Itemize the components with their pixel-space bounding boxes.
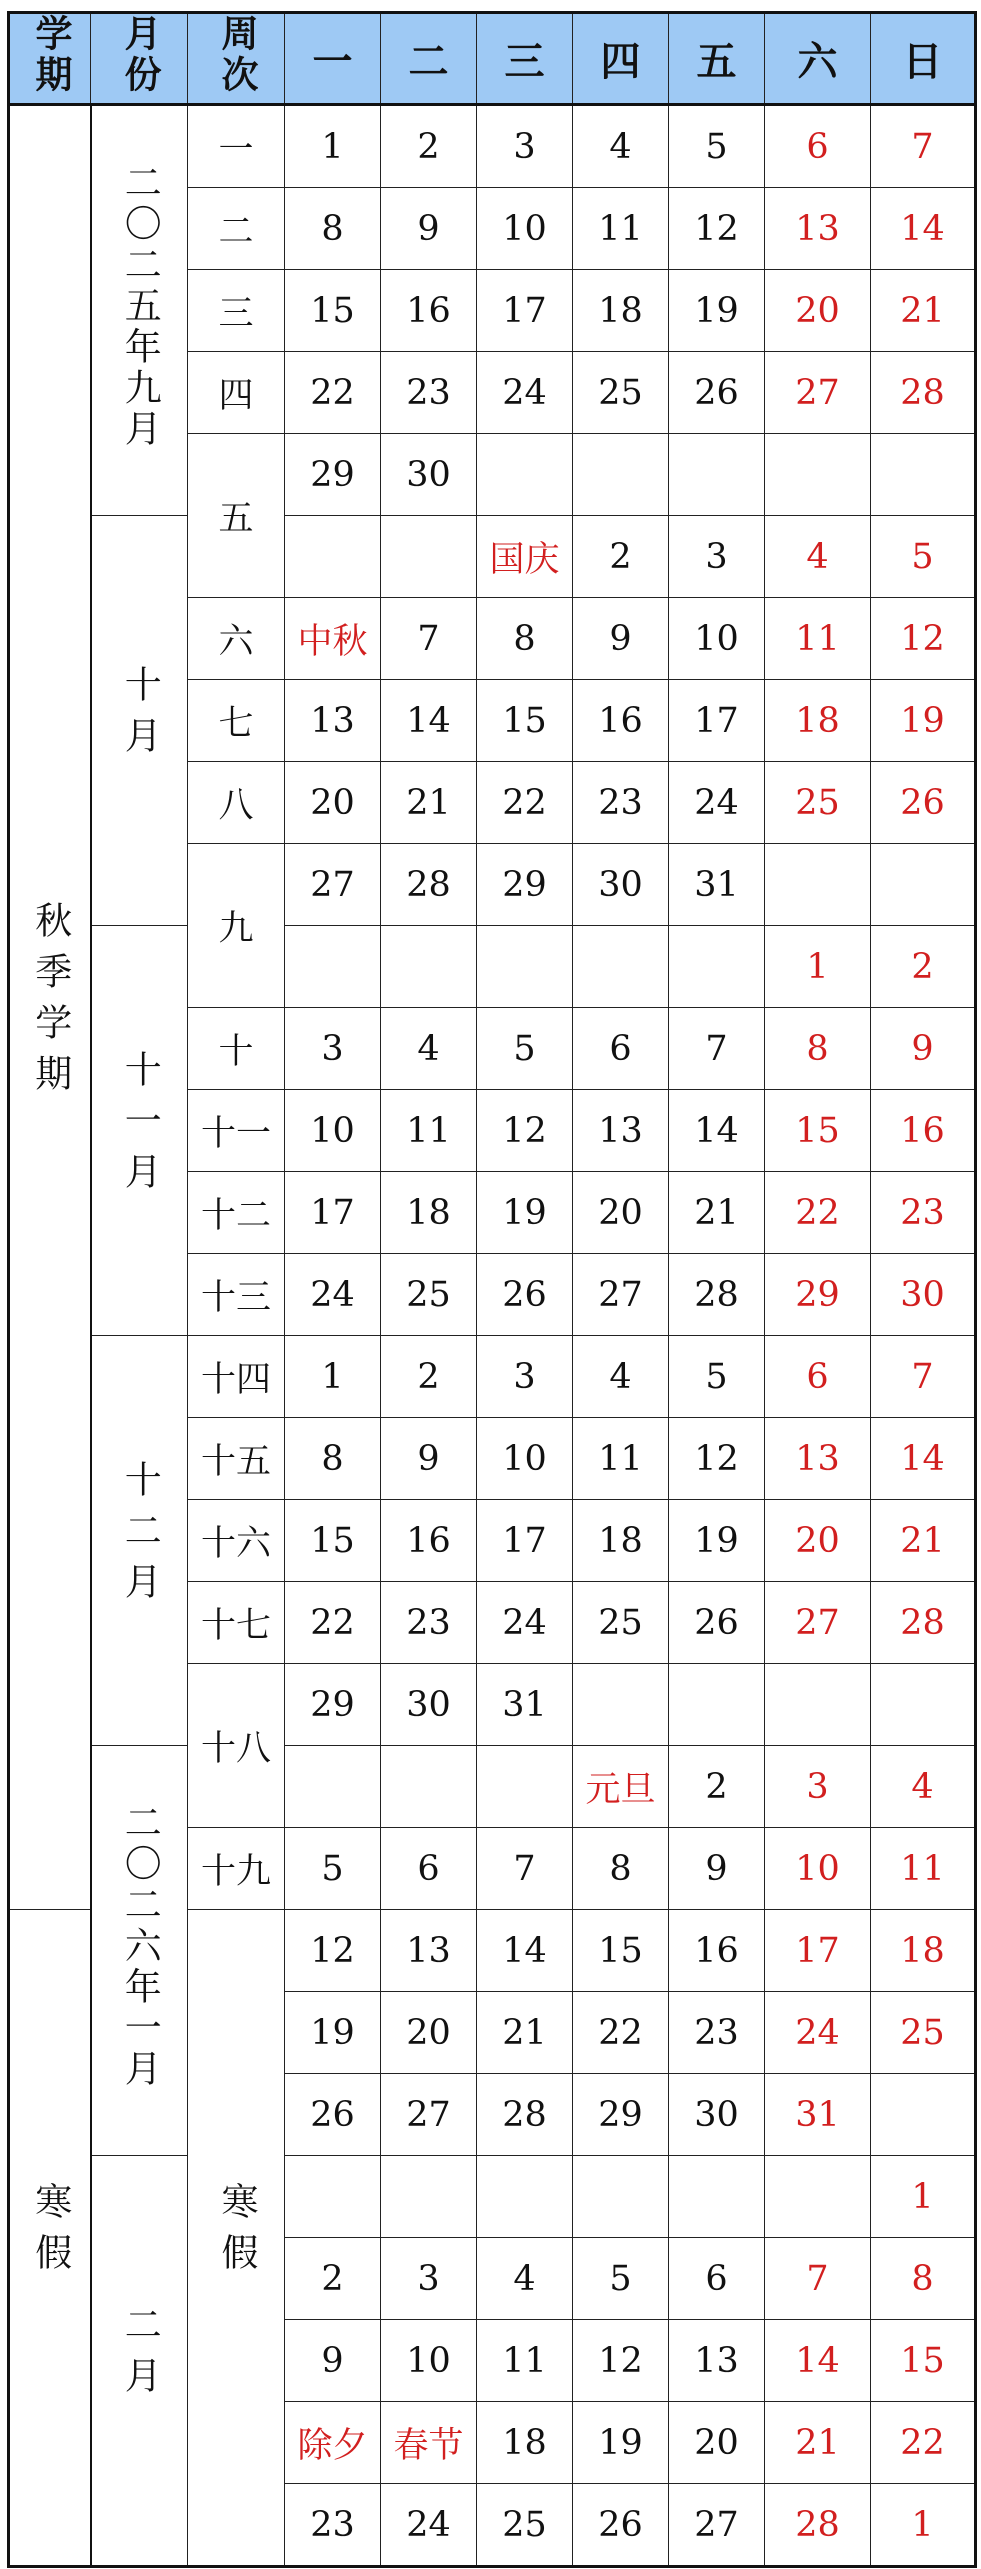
day-cell: 25 (381, 1254, 477, 1336)
day-cell: 24 (381, 2484, 477, 2567)
day-cell: 4 (871, 1746, 976, 1828)
month-nov-label: 十一月 (118, 1049, 162, 1203)
day-cell: 5 (669, 105, 765, 188)
day-cell: 12 (669, 1418, 765, 1500)
header-semester-label: 学期 (29, 13, 72, 96)
month-feb-label: 二月 (118, 2305, 162, 2407)
day-cell: 15 (285, 270, 381, 352)
day-cell: 29 (765, 1254, 871, 1336)
day-cell (477, 1746, 573, 1828)
day-cell: 1 (871, 2156, 976, 2238)
day-cell: 1 (765, 926, 871, 1008)
day-cell: 12 (477, 1090, 573, 1172)
day-cell: 30 (381, 1664, 477, 1746)
day-cell (669, 2156, 765, 2238)
header-thu: 四 (573, 13, 669, 105)
header-week (188, 13, 285, 105)
day-cell: 16 (381, 270, 477, 352)
day-cell (573, 434, 669, 516)
holiday-cell: 国庆 (477, 516, 573, 598)
day-cell: 4 (381, 1008, 477, 1090)
day-cell: 5 (285, 1828, 381, 1910)
day-cell: 3 (477, 105, 573, 188)
day-cell (381, 1746, 477, 1828)
day-cell: 24 (669, 762, 765, 844)
day-cell: 9 (871, 1008, 976, 1090)
day-cell: 10 (477, 1418, 573, 1500)
day-cell: 13 (669, 2320, 765, 2402)
day-cell: 9 (381, 188, 477, 270)
day-cell: 26 (669, 1582, 765, 1664)
day-cell: 28 (381, 844, 477, 926)
month-jan (91, 1746, 188, 2156)
day-cell: 24 (477, 1582, 573, 1664)
day-cell: 27 (573, 1254, 669, 1336)
day-cell: 23 (669, 1992, 765, 2074)
day-cell: 19 (669, 1500, 765, 1582)
day-cell: 3 (477, 1336, 573, 1418)
day-cell: 5 (871, 516, 976, 598)
day-cell: 4 (573, 105, 669, 188)
day-cell: 15 (285, 1500, 381, 1582)
holiday-cell: 元旦 (573, 1746, 669, 1828)
week-number: 十四 (188, 1336, 285, 1418)
day-cell: 31 (669, 844, 765, 926)
day-cell: 25 (477, 2484, 573, 2567)
day-cell: 2 (573, 516, 669, 598)
day-cell: 8 (573, 1828, 669, 1910)
semester-autumn-label: 秋季学期 (28, 901, 72, 1105)
day-cell: 27 (285, 844, 381, 926)
semester-winter-label: 寒假 (28, 2182, 72, 2284)
day-cell: 30 (573, 844, 669, 926)
day-cell: 17 (765, 1910, 871, 1992)
day-cell: 6 (573, 1008, 669, 1090)
day-cell: 24 (477, 352, 573, 434)
day-cell: 28 (669, 1254, 765, 1336)
day-cell: 11 (573, 188, 669, 270)
day-cell: 10 (765, 1828, 871, 1910)
day-cell: 21 (669, 1172, 765, 1254)
day-cell: 4 (573, 1336, 669, 1418)
day-cell: 23 (285, 2484, 381, 2567)
day-cell: 10 (477, 188, 573, 270)
day-cell: 17 (477, 1500, 573, 1582)
day-cell: 9 (381, 1418, 477, 1500)
day-cell (573, 2156, 669, 2238)
day-cell (285, 2156, 381, 2238)
day-cell: 8 (285, 1418, 381, 1500)
day-cell: 26 (477, 1254, 573, 1336)
day-cell: 27 (381, 2074, 477, 2156)
week-winter-break-label: 寒假 (215, 2182, 258, 2284)
month-sep-label: 二〇二五年九月 (118, 162, 162, 450)
day-cell: 21 (871, 1500, 976, 1582)
week-number (188, 1910, 285, 2567)
day-cell: 14 (477, 1910, 573, 1992)
month-oct (91, 516, 188, 926)
day-cell: 23 (381, 1582, 477, 1664)
day-cell: 26 (573, 2484, 669, 2567)
day-cell (871, 1664, 976, 1746)
day-cell: 26 (871, 762, 976, 844)
day-cell: 27 (765, 1582, 871, 1664)
day-cell: 2 (285, 2238, 381, 2320)
day-cell (765, 434, 871, 516)
semester-autumn (9, 105, 91, 1910)
day-cell: 26 (669, 352, 765, 434)
day-cell: 8 (871, 2238, 976, 2320)
calendar-row (9, 516, 976, 598)
day-cell: 3 (765, 1746, 871, 1828)
day-cell: 16 (573, 680, 669, 762)
day-cell: 12 (669, 188, 765, 270)
header-row (9, 13, 976, 105)
calendar-row (9, 105, 976, 188)
day-cell: 19 (573, 2402, 669, 2484)
day-cell: 21 (381, 762, 477, 844)
day-cell: 5 (669, 1336, 765, 1418)
day-cell: 6 (381, 1828, 477, 1910)
day-cell: 4 (477, 2238, 573, 2320)
week-number: 十三 (188, 1254, 285, 1336)
day-cell: 14 (871, 188, 976, 270)
school-calendar-table (7, 11, 977, 2568)
holiday-cell: 中秋 (285, 598, 381, 680)
header-wed: 三 (477, 13, 573, 105)
week-number: 八 (188, 762, 285, 844)
day-cell: 3 (381, 2238, 477, 2320)
month-dec (91, 1336, 188, 1746)
holiday-cell: 春节 (381, 2402, 477, 2484)
week-number: 七 (188, 680, 285, 762)
day-cell: 20 (765, 1500, 871, 1582)
week-number: 十二 (188, 1172, 285, 1254)
day-cell: 25 (573, 352, 669, 434)
day-cell: 13 (573, 1090, 669, 1172)
day-cell: 9 (573, 598, 669, 680)
day-cell: 16 (669, 1910, 765, 1992)
day-cell: 23 (381, 352, 477, 434)
day-cell: 15 (765, 1090, 871, 1172)
day-cell: 12 (573, 2320, 669, 2402)
day-cell (871, 2074, 976, 2156)
header-semester (9, 13, 91, 105)
calendar-row (9, 926, 976, 1008)
day-cell: 6 (669, 2238, 765, 2320)
day-cell: 13 (381, 1910, 477, 1992)
month-nov (91, 926, 188, 1336)
day-cell: 25 (573, 1582, 669, 1664)
day-cell (871, 434, 976, 516)
day-cell: 23 (871, 1172, 976, 1254)
day-cell (477, 2156, 573, 2238)
day-cell: 29 (573, 2074, 669, 2156)
day-cell: 5 (477, 1008, 573, 1090)
week-number: 一 (188, 105, 285, 188)
day-cell: 20 (285, 762, 381, 844)
day-cell: 30 (871, 1254, 976, 1336)
semester-winter (9, 1910, 91, 2567)
day-cell: 8 (477, 598, 573, 680)
day-cell: 13 (765, 188, 871, 270)
day-cell: 16 (871, 1090, 976, 1172)
month-dec-label: 十二月 (118, 1459, 162, 1613)
header-sun: 日 (871, 13, 976, 105)
day-cell: 20 (573, 1172, 669, 1254)
week-number: 十 (188, 1008, 285, 1090)
day-cell: 25 (871, 1992, 976, 2074)
holiday-cell: 除夕 (285, 2402, 381, 2484)
day-cell: 7 (765, 2238, 871, 2320)
day-cell: 21 (871, 270, 976, 352)
day-cell: 29 (477, 844, 573, 926)
day-cell (669, 434, 765, 516)
day-cell (765, 1664, 871, 1746)
day-cell: 14 (765, 2320, 871, 2402)
month-sep (91, 105, 188, 516)
day-cell: 13 (285, 680, 381, 762)
day-cell: 3 (285, 1008, 381, 1090)
day-cell: 26 (285, 2074, 381, 2156)
day-cell: 28 (477, 2074, 573, 2156)
week-number: 五 (188, 434, 285, 598)
day-cell (381, 926, 477, 1008)
day-cell: 28 (871, 352, 976, 434)
header-mon: 一 (285, 13, 381, 105)
day-cell: 23 (573, 762, 669, 844)
day-cell: 6 (765, 1336, 871, 1418)
day-cell: 22 (285, 352, 381, 434)
day-cell: 8 (285, 188, 381, 270)
day-cell: 30 (381, 434, 477, 516)
day-cell: 14 (381, 680, 477, 762)
day-cell: 2 (669, 1746, 765, 1828)
day-cell: 28 (765, 2484, 871, 2567)
day-cell (285, 926, 381, 1008)
day-cell: 21 (765, 2402, 871, 2484)
day-cell (669, 926, 765, 1008)
week-number: 十九 (188, 1828, 285, 1910)
day-cell: 7 (871, 105, 976, 188)
week-number: 九 (188, 844, 285, 1008)
day-cell: 22 (477, 762, 573, 844)
day-cell (477, 926, 573, 1008)
day-cell (573, 926, 669, 1008)
day-cell (477, 434, 573, 516)
day-cell: 17 (477, 270, 573, 352)
day-cell: 7 (477, 1828, 573, 1910)
day-cell (285, 516, 381, 598)
day-cell: 2 (381, 1336, 477, 1418)
month-jan-label: 二〇二六年一月 (118, 1802, 162, 2090)
day-cell: 18 (573, 1500, 669, 1582)
day-cell (765, 2156, 871, 2238)
day-cell (765, 844, 871, 926)
day-cell: 9 (669, 1828, 765, 1910)
day-cell: 28 (871, 1582, 976, 1664)
day-cell: 6 (765, 105, 871, 188)
week-number: 六 (188, 598, 285, 680)
day-cell: 25 (765, 762, 871, 844)
header-week-label: 周次 (215, 13, 258, 96)
day-cell: 20 (669, 2402, 765, 2484)
day-cell (871, 844, 976, 926)
day-cell: 10 (285, 1090, 381, 1172)
day-cell: 12 (285, 1910, 381, 1992)
day-cell: 22 (573, 1992, 669, 2074)
day-cell: 29 (285, 434, 381, 516)
day-cell: 19 (285, 1992, 381, 2074)
day-cell: 27 (765, 352, 871, 434)
day-cell: 4 (765, 516, 871, 598)
week-number: 十八 (188, 1664, 285, 1828)
day-cell: 30 (669, 2074, 765, 2156)
day-cell: 3 (669, 516, 765, 598)
calendar-row (9, 1746, 976, 1828)
day-cell: 2 (871, 926, 976, 1008)
day-cell: 10 (669, 598, 765, 680)
day-cell (573, 1664, 669, 1746)
day-cell: 8 (765, 1008, 871, 1090)
day-cell (669, 1664, 765, 1746)
day-cell (381, 516, 477, 598)
day-cell: 15 (871, 2320, 976, 2402)
week-number: 三 (188, 270, 285, 352)
day-cell: 1 (285, 1336, 381, 1418)
day-cell: 18 (573, 270, 669, 352)
day-cell: 27 (669, 2484, 765, 2567)
day-cell: 18 (765, 680, 871, 762)
day-cell: 17 (669, 680, 765, 762)
day-cell: 7 (669, 1008, 765, 1090)
day-cell: 31 (765, 2074, 871, 2156)
day-cell: 11 (477, 2320, 573, 2402)
day-cell: 7 (381, 598, 477, 680)
day-cell: 19 (477, 1172, 573, 1254)
day-cell: 18 (477, 2402, 573, 2484)
day-cell: 22 (871, 2402, 976, 2484)
header-tue: 二 (381, 13, 477, 105)
day-cell: 24 (285, 1254, 381, 1336)
day-cell: 19 (871, 680, 976, 762)
day-cell: 11 (765, 598, 871, 680)
day-cell: 15 (477, 680, 573, 762)
week-number: 十七 (188, 1582, 285, 1664)
day-cell: 17 (285, 1172, 381, 1254)
week-number: 十一 (188, 1090, 285, 1172)
day-cell: 11 (381, 1090, 477, 1172)
calendar-row (9, 2156, 976, 2238)
day-cell: 22 (765, 1172, 871, 1254)
day-cell: 13 (765, 1418, 871, 1500)
day-cell: 21 (477, 1992, 573, 2074)
day-cell: 1 (285, 105, 381, 188)
week-number: 二 (188, 188, 285, 270)
day-cell: 7 (871, 1336, 976, 1418)
day-cell: 19 (669, 270, 765, 352)
day-cell (381, 2156, 477, 2238)
day-cell: 31 (477, 1664, 573, 1746)
day-cell: 11 (573, 1418, 669, 1500)
day-cell: 2 (381, 105, 477, 188)
day-cell: 11 (871, 1828, 976, 1910)
day-cell: 9 (285, 2320, 381, 2402)
day-cell: 14 (871, 1418, 976, 1500)
day-cell: 20 (381, 1992, 477, 2074)
day-cell: 18 (871, 1910, 976, 1992)
day-cell: 10 (381, 2320, 477, 2402)
day-cell: 1 (871, 2484, 976, 2567)
week-number: 十五 (188, 1418, 285, 1500)
day-cell: 15 (573, 1910, 669, 1992)
month-feb (91, 2156, 188, 2567)
week-number: 四 (188, 352, 285, 434)
day-cell: 12 (871, 598, 976, 680)
day-cell: 14 (669, 1090, 765, 1172)
calendar-row (9, 1336, 976, 1418)
day-cell: 29 (285, 1664, 381, 1746)
day-cell (285, 1746, 381, 1828)
day-cell: 24 (765, 1992, 871, 2074)
day-cell: 5 (573, 2238, 669, 2320)
month-oct-label: 十月 (118, 665, 162, 767)
day-cell: 16 (381, 1500, 477, 1582)
day-cell: 20 (765, 270, 871, 352)
header-month (91, 13, 188, 105)
header-month-label: 月份 (118, 13, 161, 96)
header-fri: 五 (669, 13, 765, 105)
day-cell: 22 (285, 1582, 381, 1664)
header-sat: 六 (765, 13, 871, 105)
day-cell: 18 (381, 1172, 477, 1254)
week-number: 十六 (188, 1500, 285, 1582)
